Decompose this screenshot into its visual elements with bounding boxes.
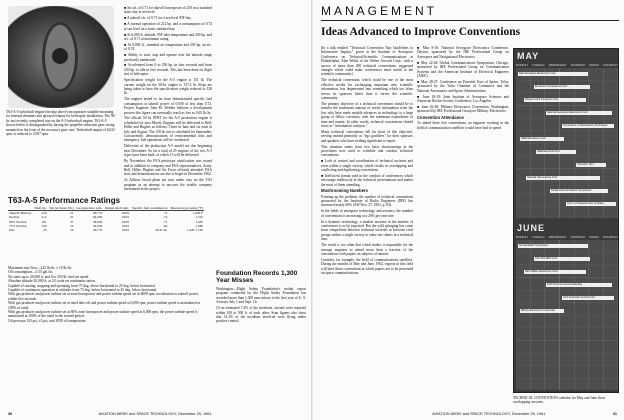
- table-header-cell: Gas generator rpm.: [76, 206, 103, 210]
- table-cell: 6019: [122, 219, 129, 224]
- note-line: Absolute altitude 20,000 ft. at 2.0 scale on continuous ration.: [8, 279, 96, 284]
- body-paragraph: ■ Inefficient format used in the conduct of conferences which encourage mediocrity in the technical presentations and makes the most of them attending.: [321, 173, 413, 187]
- right-page: [313, 0, 624, 420]
- performance-table: [8, 206, 204, 232]
- table-cell: 25: [43, 228, 47, 233]
- body-paragraph: ■ June 26-28: Military Electronics Convention, Washington, sponsored by IRE Professional Group on Military Electronics.: [417, 104, 509, 114]
- body-paragraph: Pointing up the problem: the number of technical conventions sponsored by the Institute of Radio Engineers (IRE) has increased nearly 60% (AW Nov. 27, 1961, p. 83).: [321, 194, 413, 208]
- foundation-column: [216, 270, 306, 410]
- table-cell: 66,770: [92, 211, 103, 216]
- calendar-weekday: THURSDAY: [570, 63, 586, 67]
- calendar-weekday: MONDAY: [516, 235, 529, 239]
- table-cell: 6019: [122, 228, 129, 233]
- table-cell: 191: [41, 219, 47, 224]
- calendar-event: Nat'l Military Electronics Conf.: [524, 270, 586, 274]
- calendar-weekday: WEDNESDAY: [548, 63, 567, 67]
- left-footer-text: AVIATION WEEK and SPACE TECHNOLOGY, December 25, 1961: [98, 412, 212, 416]
- table-cell: 1,510: [195, 215, 203, 220]
- table-cell: 1,380: [195, 223, 203, 228]
- body-paragraph: ■ At 6,000 ft. altitude, 95F inlet temperature and 250 hp. and sfc. of 0.71 at maximum rating.: [124, 32, 212, 41]
- convention-calendar: [513, 48, 619, 393]
- table-cell: .82: [163, 223, 168, 228]
- right-footer-text: AVIATION WEEK and SPACE TECHNOLOGY, December 25, 1961: [432, 412, 546, 416]
- table-header-cell: Specific fuel consumption: [131, 206, 168, 210]
- body-paragraph: Of an estimated 7.4% of the incidents, aircraft were reported within 100 to 500 ft. of each other. Scan figures also show that 14.3% of the incidents involved were flying under positive control.: [216, 306, 306, 324]
- calendar-weekday: TUESDAY: [531, 235, 545, 239]
- propeller-hub-icon: [52, 48, 68, 64]
- calendar-event: Global Communications Symposium: [550, 189, 608, 193]
- table-cell: .71: [163, 219, 168, 224]
- calendar-month-may: MAY: [517, 51, 540, 61]
- note-line: No starts up to 20,000 ft. and 0 to 250 lb. fuel see speed.: [8, 274, 90, 279]
- body-paragraph: The technical convention, which could be one of the most effective media for exchanging important new scientific information, has degenerated into something which too often serves its sponsors better than it serves the scientific community.: [321, 78, 413, 100]
- body-paragraph: (In a talk entitled "Technical Convention Tips Guidelines to Informative Inquiry," given at the Institute of Aerospace Conference on Technical/Scientific Communications at Philadelphia, Alan Welsh of the Weber Aircraft Corp., with a survey of more than 200 technical conventions, suggested changes which could make conferences more useful to the scientific community.): [321, 46, 413, 77]
- calendar-weekday: MONDAY: [516, 63, 529, 67]
- left-footer: [8, 412, 304, 416]
- section-header: [321, 4, 619, 21]
- section-label: MANAGEMENT: [321, 4, 438, 18]
- table-cell: 58,000: [92, 219, 103, 224]
- body-paragraph: ■ May 8-10: National Aerospace Electronics Conference, Dayton, sponsored by the IRE Professional Group on Aerospace and Navigational Electronics.: [417, 46, 509, 59]
- body-paragraph: ■ May 28-27: Conference on Peaceful Uses of Space, Tulsa, sponsored by the Tulsa Chamber of Commerce and the National Aeronautics and Space Administration.: [417, 79, 509, 93]
- calendar-event: AIEE Microwave Conf.: [520, 137, 564, 141]
- table-cell: 75% Normal: [9, 223, 27, 228]
- table-row: [8, 228, 204, 232]
- calendar-weekdays-june: [516, 235, 618, 239]
- calendar-weekday: THURSDAY: [570, 235, 586, 239]
- note-line: Capable of starting, stopping and operating from 75 deg. above horizontal to 25 deg. below horizontal.: [8, 283, 156, 288]
- table-cell: 31: [70, 211, 74, 216]
- body-paragraph: ■ June 18-19: Joint Institute of Aerospace Sciences and American Rocket Society Conference, Los Angeles.: [417, 94, 509, 103]
- body-paragraph: This situation stems from two basic shortcomings in the procedures now used to schedule and conduct technical conventions:: [321, 144, 413, 158]
- body-paragraph: ■ A takeoff sfc. of 0.71 for a sea level 95F day.: [124, 16, 192, 21]
- calendar-caption: TECHNICAL CONVENTION calendar for May and June show overlapping sessions.: [513, 396, 606, 405]
- table-cell: Idle: [9, 228, 15, 233]
- body-paragraph: Many technical conventions fall far short of this objective, serving instead primarily as "ego gratifiers" for their sponsors and speakers who have nothing significant to report.: [321, 129, 413, 143]
- calendar-weekdays-may: [516, 63, 618, 67]
- table-cell: 1,465: [195, 219, 203, 224]
- body-paragraph: Consider, for example, the field of communications satellites. During the months of May and June, 1962, experts in this field will have three conventions at which papers are to be presented on space communications.: [321, 257, 413, 276]
- body-paragraph: ■ May 22-24: Global Communications Symposium, Chicago, sponsored by IRE Professional Group on Communication Systems and the American Institute of Electrical Engineers (AIEE).: [417, 60, 509, 78]
- calendar-weekday: SATURDAY: [603, 235, 618, 239]
- table-cell: 6019: [122, 211, 129, 216]
- body-paragraph: The result is too often that which makes it impossible for the average engineer to attend more than a fraction of the conventions with papers on subjects of interest.: [321, 243, 413, 256]
- calendar-event: National Telemetering Conf.: [526, 176, 600, 180]
- table-cell: 6019: [122, 223, 129, 228]
- table-cell: .71: [163, 211, 168, 216]
- body-paragraph: In a dynamic technology, a modest increase in the number of conferences is to be expected. But the wild splurging has come from competition between technical societies or between rival groups within a single society to stake out claims in a technical area.: [321, 219, 413, 242]
- body-paragraph: ■ Accelerated from 0 to 250 hp. in four seconds and from 250 hp. to idle in five seconds. This has been done on flight test of helicopter.: [124, 63, 212, 77]
- calendar-weekday: WEDNESDAY: [548, 235, 567, 239]
- calendar-event: AIAA Summer General Meeting: [546, 283, 612, 287]
- table-cell: 25: [70, 223, 74, 228]
- calendar-weekday: SATURDAY: [603, 63, 618, 67]
- body-paragraph: In the fields of aerospace technology and avionics, the number of conventions is increasing at a 20% per year rate.: [321, 209, 413, 218]
- table-header-cell: Measured gas temp (°F): [170, 206, 203, 210]
- calendar-event: Nat'l Aerospace Electronics Conf.: [518, 72, 588, 76]
- article-column-1: [321, 46, 413, 408]
- calendar-weekday: FRIDAY: [589, 63, 600, 67]
- table-cell: 40 lb./hr.: [155, 228, 168, 233]
- note-line: Maximum rear flow—225 lb./hr. ± 10 lb./hr.: [8, 266, 72, 270]
- table-cell: 27: [70, 219, 74, 224]
- performance-title: T63-A-5 Performance Ratings: [8, 196, 121, 205]
- calendar-event: Military Electronics Convention: [520, 309, 564, 313]
- body-paragraph: Deliveries of the production A-5 model are due beginning next December. So far a total of 25 engines of the two A-5 types have been built, of which 15 will be delivered.: [124, 144, 212, 158]
- calendar-event: Conf. on Peaceful Uses of Space: [566, 202, 616, 206]
- calendar-event: Joint IAS-ARS Conf.: [534, 257, 590, 261]
- note-line: Capable of continuous operation at attitudes from 75 deg. below horizontal to 45 deg. below horizontal.: [8, 288, 158, 293]
- subhead-attendance: Convention Attendance: [417, 114, 464, 120]
- calendar-event: Transistor Sym.: [576, 163, 606, 167]
- calendar-event: Western Joint Computer Conf.: [524, 98, 586, 102]
- calendar-event: Joint Automatic Control Conf.: [562, 296, 614, 300]
- body-paragraph: At Allison, broad plans are now under way on the T-63 program as an attempt to uncover the sizable company investment in the project.: [124, 178, 212, 192]
- calendar-weekday: TUESDAY: [531, 63, 545, 67]
- foundation-headline: Foundation Records 1,300 Year Misses: [216, 270, 298, 284]
- calendar-weekday: FRIDAY: [589, 235, 600, 239]
- calendar-event: Annual Radar Symposium: [518, 244, 588, 248]
- table-header-cell: Net jet thrust (lb.): [49, 206, 74, 210]
- table-cell: 6019: [122, 215, 129, 220]
- table-cell: 64,000: [92, 215, 103, 220]
- engine-caption: T63-A-5 turboshaft engine (neckup above) incorporates straddle mounting for internal elements and upward exhaust for helicopter installation. The 90-hr. test recently completed was on the A-5 turboshaft engine. T63-A-5 shown below is distinguished by having the propeller reduction gear casing mounted on the front of the accessory gear case. Turboshaft output of 6,022 rpm. is reduced to 2,097 rpm.: [6, 110, 116, 137]
- body-paragraph: By November, the FAA prototype certification was issued and in addition to company and FAA representatives, Army, Bell, Hiller, Hughes and Air Force officials attended. FAA tests and demonstrations are due to begin in December 1962.: [124, 159, 212, 177]
- body-paragraph: ■ Ability to start, stop and operate over the altitude range previously mentioned.: [124, 53, 212, 62]
- table-cell: 1,650 F: [192, 211, 203, 216]
- calendar-event: AIEE Electrical Conf.: [536, 150, 576, 154]
- calendar-grid-june: [516, 240, 618, 390]
- table-cell: Takeoff Military: [9, 211, 32, 216]
- note-line: Oil pressure 125 psi, ±5 psi, and 185F oil temperature.: [8, 318, 87, 323]
- body-paragraph: ■ A normal operation of 212 hp. and a consumption of 0.74 at sea level on a static standard day.: [124, 22, 212, 31]
- body-paragraph: The official 50 hr. PFRT for the A-5 production engine is scheduled for next March. Engines will be delivered to Bell, Hiller and Hughes as follows: Three in June and six each in July and August. The 150 hr. test is scheduled for September. Concurrently, demonstrations of environmental tests and emergency fuel operations will be conducted.: [124, 116, 212, 143]
- engine-photo: [8, 6, 114, 108]
- calendar-event: Symposium on Redundancy Techniques: [562, 124, 614, 128]
- body-paragraph: ■ An oil, of 0.71 for takeoff horsepower of 250 on a standard static day at sea level.: [124, 6, 212, 15]
- left-page-number: 30: [8, 412, 13, 416]
- calendar-event: Electronic Components Conf.: [534, 85, 590, 89]
- calendar-month-june: JUNE: [517, 223, 546, 233]
- body-paragraph: Washington—Flight Safety Foundation's midair report program conducted by the Flight Safety Foundation has recorded more than 1,300 near misses in the first year of U. S. Airways July 1 and Sept. 16.: [216, 287, 306, 305]
- table-cell: .74: [163, 215, 168, 220]
- article-title: Ideas Advanced to Improve Conventions: [321, 26, 521, 38]
- table-cell: 212: [41, 215, 47, 220]
- subhead-mushrooming: Mushrooming Numbers: [321, 188, 368, 194]
- calendar-grid-may: [516, 68, 618, 218]
- right-page-number: 31: [612, 412, 617, 416]
- body-paragraph: ■ At 9,000 ft., standard air temperature and 250 hp. an sfc. of 0.74.: [124, 42, 212, 52]
- note-line: With gas producer and power turbine set at 60% zone horsepower and power turbine speed at 6,000 rpm, the power turbine speed is maintained at 100% of the rated in the second period.: [8, 310, 198, 319]
- note-line: With gas producer and power turbine set at zone horsepower and power turbine speed set at 6000 rpm, acceleration to takeoff power within five seconds.: [8, 292, 199, 301]
- table-cell: 159: [41, 223, 47, 228]
- table-cell: 1,420 ± 100: [186, 228, 203, 233]
- table-cell: 26,770: [92, 228, 103, 233]
- table-cell: 54,930: [92, 223, 103, 228]
- note-line: With gas producer and power turbine set at rated take-off and power turbine speed at 6,000 rpm, power turbine speed is maintained at 100% of rated.: [8, 301, 200, 310]
- table-cell: Normal: [9, 215, 20, 220]
- article-column-2: [417, 46, 509, 408]
- calendar-event: National Aerospace Electronics Conf.: [546, 111, 612, 115]
- body-paragraph: The primary objective of a technical convention should be to transfer the maximum amount of useful information from the few who have made notable advances in technology to a large group of fellow scientists, with the minimum expenditure of time and money. In other words, technical conventions should serve as "information catalysts.": [321, 101, 413, 128]
- performance-notes: [8, 266, 204, 323]
- table-header-cell: Shaft hp.: [34, 206, 47, 210]
- table-cell: 16: [70, 228, 74, 233]
- table-header-cell: Output shaft rpm.: [104, 206, 129, 210]
- body-paragraph: ■ Lack of control and coordination of technical societies and even within a single society, which results in overlapping and conflicting and duplicating conventions.: [321, 159, 413, 173]
- body-paragraph: Specification weight for the A-5 engine is 131 lb. The current weight on the 50-hr. engine is 137.4 lb. Steps are being taken to have the specification weight reduced to 128 lb.: [124, 78, 212, 96]
- table-cell: 31: [70, 215, 74, 220]
- performance-table-header: [8, 206, 204, 211]
- right-footer: [321, 412, 617, 416]
- body-paragraph: To attend these five conventions, an engineer working in the field of communication satellites would have had to spend: [417, 121, 509, 130]
- note-line: Oil consumption—0.15 gal./hr.: [8, 270, 53, 275]
- table-cell: 90% Normal: [9, 219, 27, 224]
- foundation-text: [216, 287, 306, 324]
- body-paragraph: The engines tested so far have demonstrated specific fuel consumption at takeoff power of 0.658 of less than 0.72. Project Engineer John M. Webber believes a development process this figure can eventually reach as low as 0.65 lb./hr.: [124, 97, 212, 115]
- table-cell: 250: [41, 211, 47, 216]
- left-page: [0, 0, 311, 420]
